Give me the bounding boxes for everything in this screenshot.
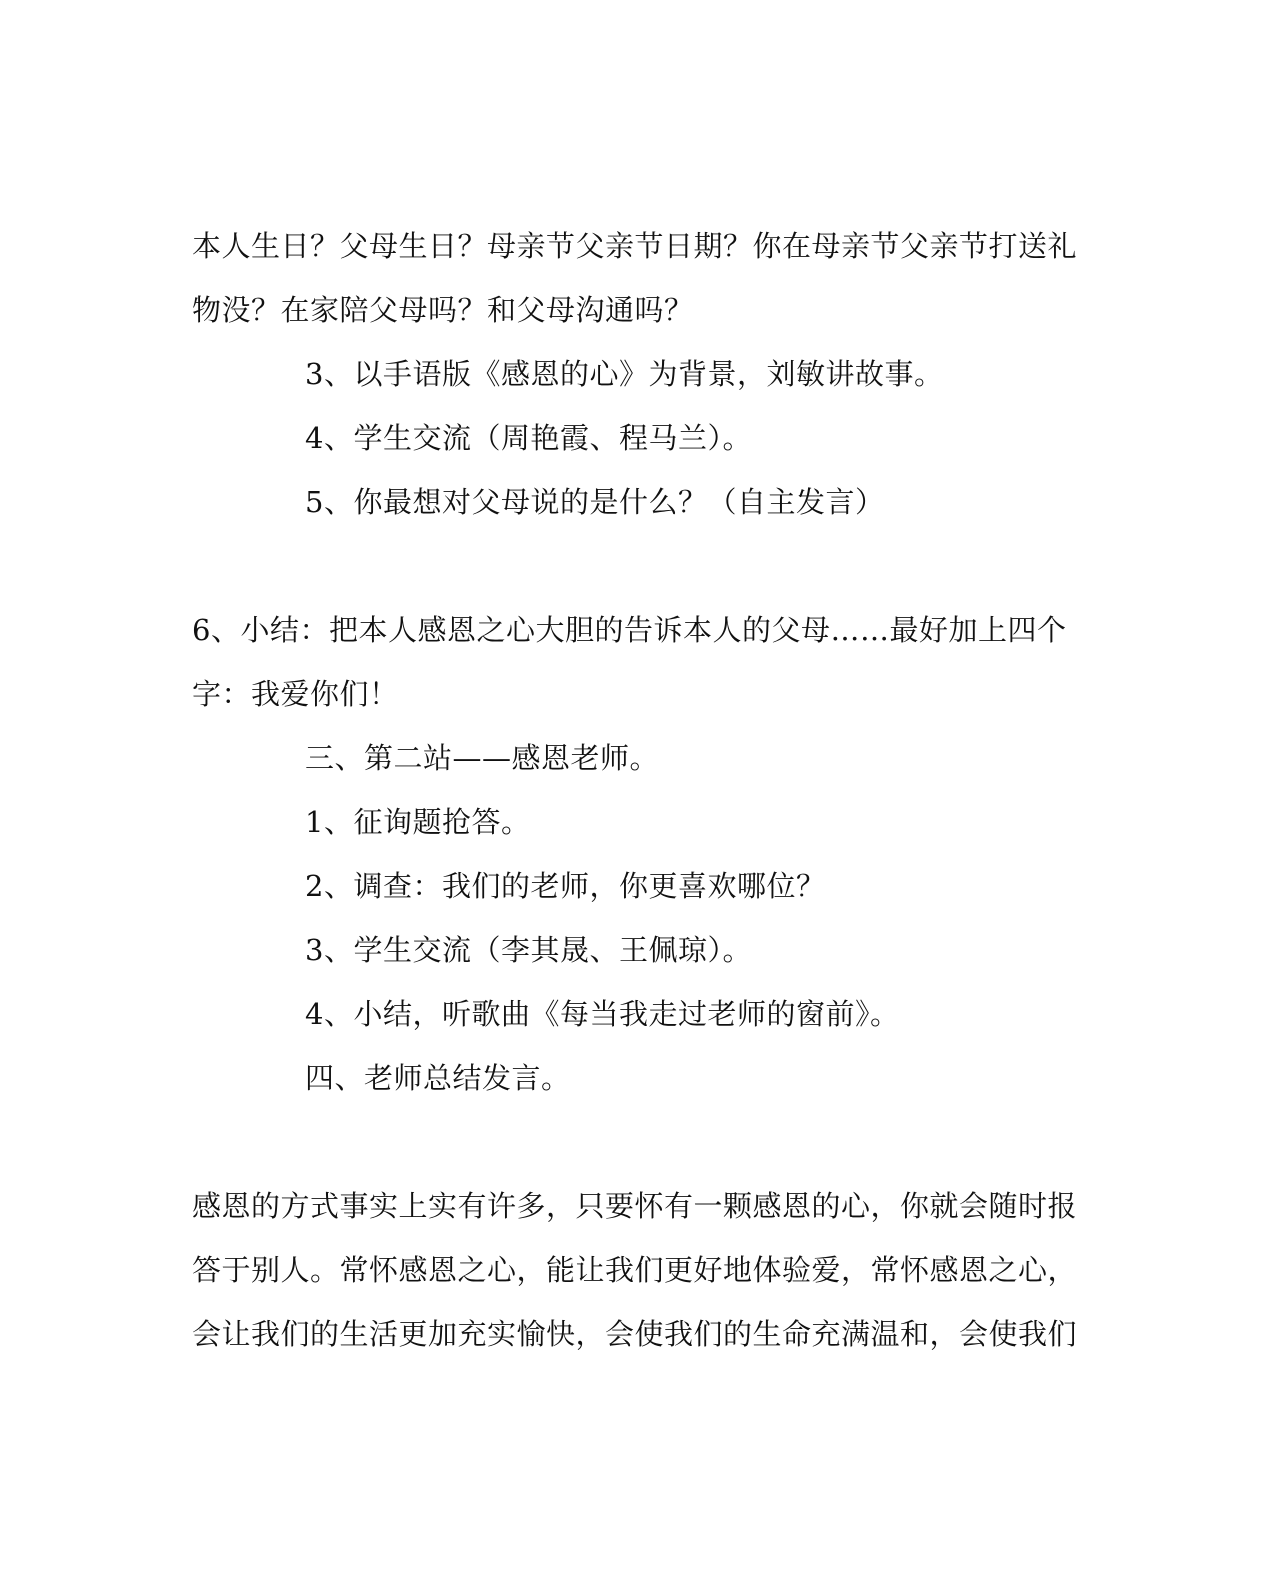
list-item: 5、你最想对父母说的是什么？（自主发言） (305, 485, 885, 519)
text-line: 感恩的方式事实上实有许多，只要怀有一颗感恩的心，你就会随时报 (192, 1189, 1078, 1223)
list-item: 4、小结，听歌曲《每当我走过老师的窗前》。 (305, 997, 900, 1031)
list-item: 1、征询题抢答。 (305, 805, 531, 839)
list-item: 3、以手语版《感恩的心》为背景，刘敏讲故事。 (305, 357, 944, 391)
text-line: 字：我爱你们！ (192, 677, 399, 711)
section-heading: 四、老师总结发言。 (305, 1061, 571, 1095)
list-item: 4、学生交流（周艳霞、程马兰）。 (305, 421, 752, 455)
text-line: 会让我们的生活更加充实愉快，会使我们的生命充满温和，会使我们 (192, 1317, 1078, 1351)
text-line: 答于别人。常怀感恩之心，能让我们更好地体验爱，常怀感恩之心， (192, 1253, 1078, 1287)
list-item: 3、学生交流（李其晟、王佩琼）。 (305, 933, 752, 967)
list-item: 2、调查：我们的老师，你更喜欢哪位？ (305, 869, 826, 903)
text-line: 6、小结：把本人感恩之心大胆的告诉本人的父母……最好加上四个 (192, 613, 1067, 647)
text-line: 本人生日？父母生日？母亲节父亲节日期？你在母亲节父亲节打送礼 (192, 229, 1078, 263)
section-heading: 三、第二站——感恩老师。 (305, 741, 660, 775)
text-line: 物没？在家陪父母吗？和父母沟通吗？ (192, 293, 694, 327)
